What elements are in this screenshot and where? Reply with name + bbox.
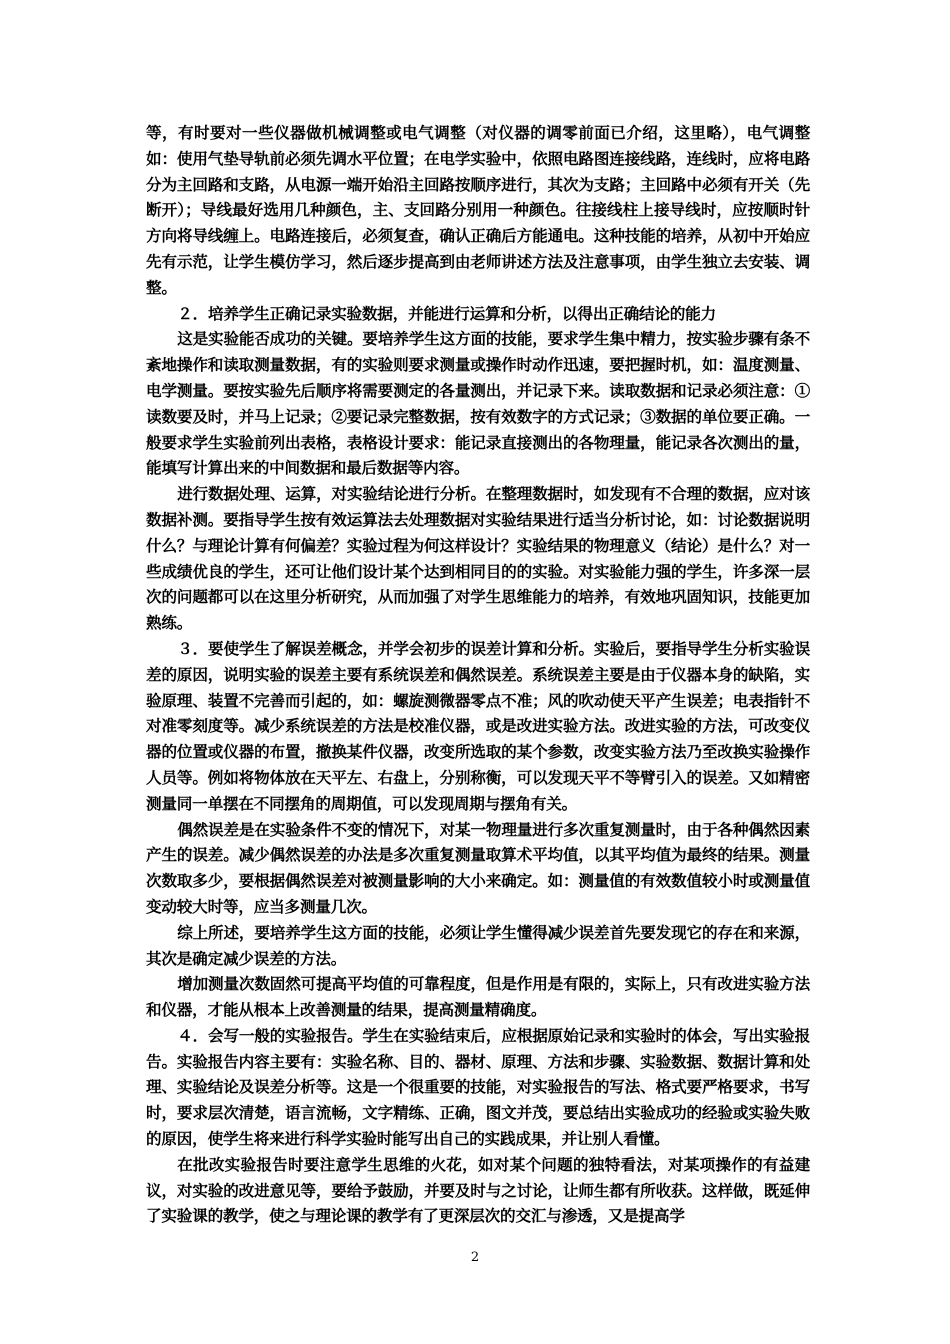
section-heading-2: ２．培养学生正确记录实验数据，并能进行运算和分析，以得出正确结论的能力 xyxy=(177,303,716,323)
page-number: 2 xyxy=(470,1250,480,1265)
document-body xyxy=(146,120,810,1229)
paragraph: 偶然误差是在实验条件不变的情况下，对某一物理量进行多次重复测量时，由于各种偶然因素产生的误差。减少偶然误差的办法是多次重复测量取算术平均值，以其平均值为最终的结果。测量次数取多少，要根据偶然误差对被测量影响的大小来确定。如：测量值的有效数值较小时或测量值变动较大时等，应当多测量几次。 xyxy=(146,819,810,916)
paragraph: 进行数据处理、运算，对实验结论进行分析。在整理数据时，如发现有不合理的数据，应对该数据补测。要指导学生按有效运算法去处理数据对实验结果进行适当分析讨论，如：讨论数据说明什么？与理论计算有何偏差？实验过程为何这样设计？实验结果的物理意义（结论）是什么？对一些成绩优良的学生，还可让他们设计某个达到相同目的的实验。对实验能力强的学生，许多深一层次的问题都可以在这里分析研究，从而加强了对学生思维能力的培养，有效地巩固知识，技能更加熟练。 xyxy=(146,484,810,633)
paragraph: 这是实验能否成功的关键。要培养学生这方面的技能，要求学生集中精力，按实验步骤有条不紊地操作和读取测量数据，有的实验则要求测量或操作时动作迅速，要把握时机，如：温度测量、电学测量。要按实验先后顺序将需要测定的各量测出，并记录下来。读取数据和记录必须注意：①读数要及时，并马上记录；②要记录完整数据，按有效数字的方式记录；③数据的单位要正确。一般要求学生实验前列出表格，表格设计要求：能记录直接测出的各物理量，能记录各次测出的量，能填写计算出来的中间数据和最后数据等内容。 xyxy=(146,329,810,478)
paragraph-section-4: ４．会写一般的实验报告。学生在实验结束后，应根据原始记录和实验时的体会，写出实验报告。实验报告内容主要有：实验名称、目的、器材、原理、方法和步骤、实验数据、数据计算和处理、实验结论及误差分析等。这是一个很重要的技能，对实验报告的写法、格式要严格要求，书写时，要求层次清楚，语言流畅，文字精练、正确，图文并茂，要总结出实验成功的经验或实验失败的原因，使学生将来进行科学实验时能写出自己的实践成果，并让别人看懂。 xyxy=(146,1025,810,1149)
paragraph-continuation: 等，有时要对一些仪器做机械调整或电气调整（对仪器的调零前面已介绍，这里略），电气调整如：使用气垫导轨前必须先调水平位置；在电学实验中，依照电路图连接线路，连线时，应将电路分为主回路和支路，从电源一端开始沿主回路按顺序进行，其次为支路；主回路中必须有开关（先断开）；导线最好选用几种颜色，主、支回路分别用一种颜色。往接线柱上接导线时，应按顺时针方向将导线缠上。电路连接后，必须复查，确认正确后方能通电。这种技能的培养，从初中开始应先有示范，让学生模仿学习，然后逐步提高到由老师讲述方法及注意事项，由学生独立去安装、调整。 xyxy=(146,123,810,297)
paragraph: 综上所述，要培养学生这方面的技能，必须让学生懂得减少误差首先要发现它的存在和来源，其次是确定减少误差的方法。 xyxy=(146,922,810,968)
paragraph: 增加测量次数固然可提高平均值的可靠程度，但是作用是有限的，实际上，只有改进实验方法和仪器，才能从根本上改善测量的结果，提高测量精确度。 xyxy=(146,974,810,1020)
paragraph-section-3: ３．要使学生了解误差概念，并学会初步的误差计算和分析。实验后，要指导学生分析实验误差的原因，说明实验的误差主要有系统误差和偶然误差。系统误差主要是由于仪器本身的缺陷，实验原理、装置不完善而引起的，如：螺旋测微器零点不准；风的吹动使天平产生误差；电表指针不对准零刻度等。减少系统误差的方法是校准仪器，或是改进实验方法。改进实验的方法，可改变仪器的位置或仪器的布置，撤换某件仪器，改变所选取的某个参数，改变实验方法乃至改换实验操作人员等。例如将物体放在天平左、右盘上，分别称衡，可以发现天平不等臂引入的误差。又如精密测量同一单摆在不同摆角的周期值，可以发现周期与摆角有关。 xyxy=(146,638,810,813)
paragraph: 在批改实验报告时要注意学生思维的火花，如对某个问题的独特看法，对某项操作的有益建议，对实验的改进意见等，要给予鼓励，并要及时与之讨论，让师生都有所收获。这样做，既延伸了实验课的教学，使之与理论课的教学有了更深层次的交汇与渗透，又是提高学 xyxy=(146,1154,810,1226)
